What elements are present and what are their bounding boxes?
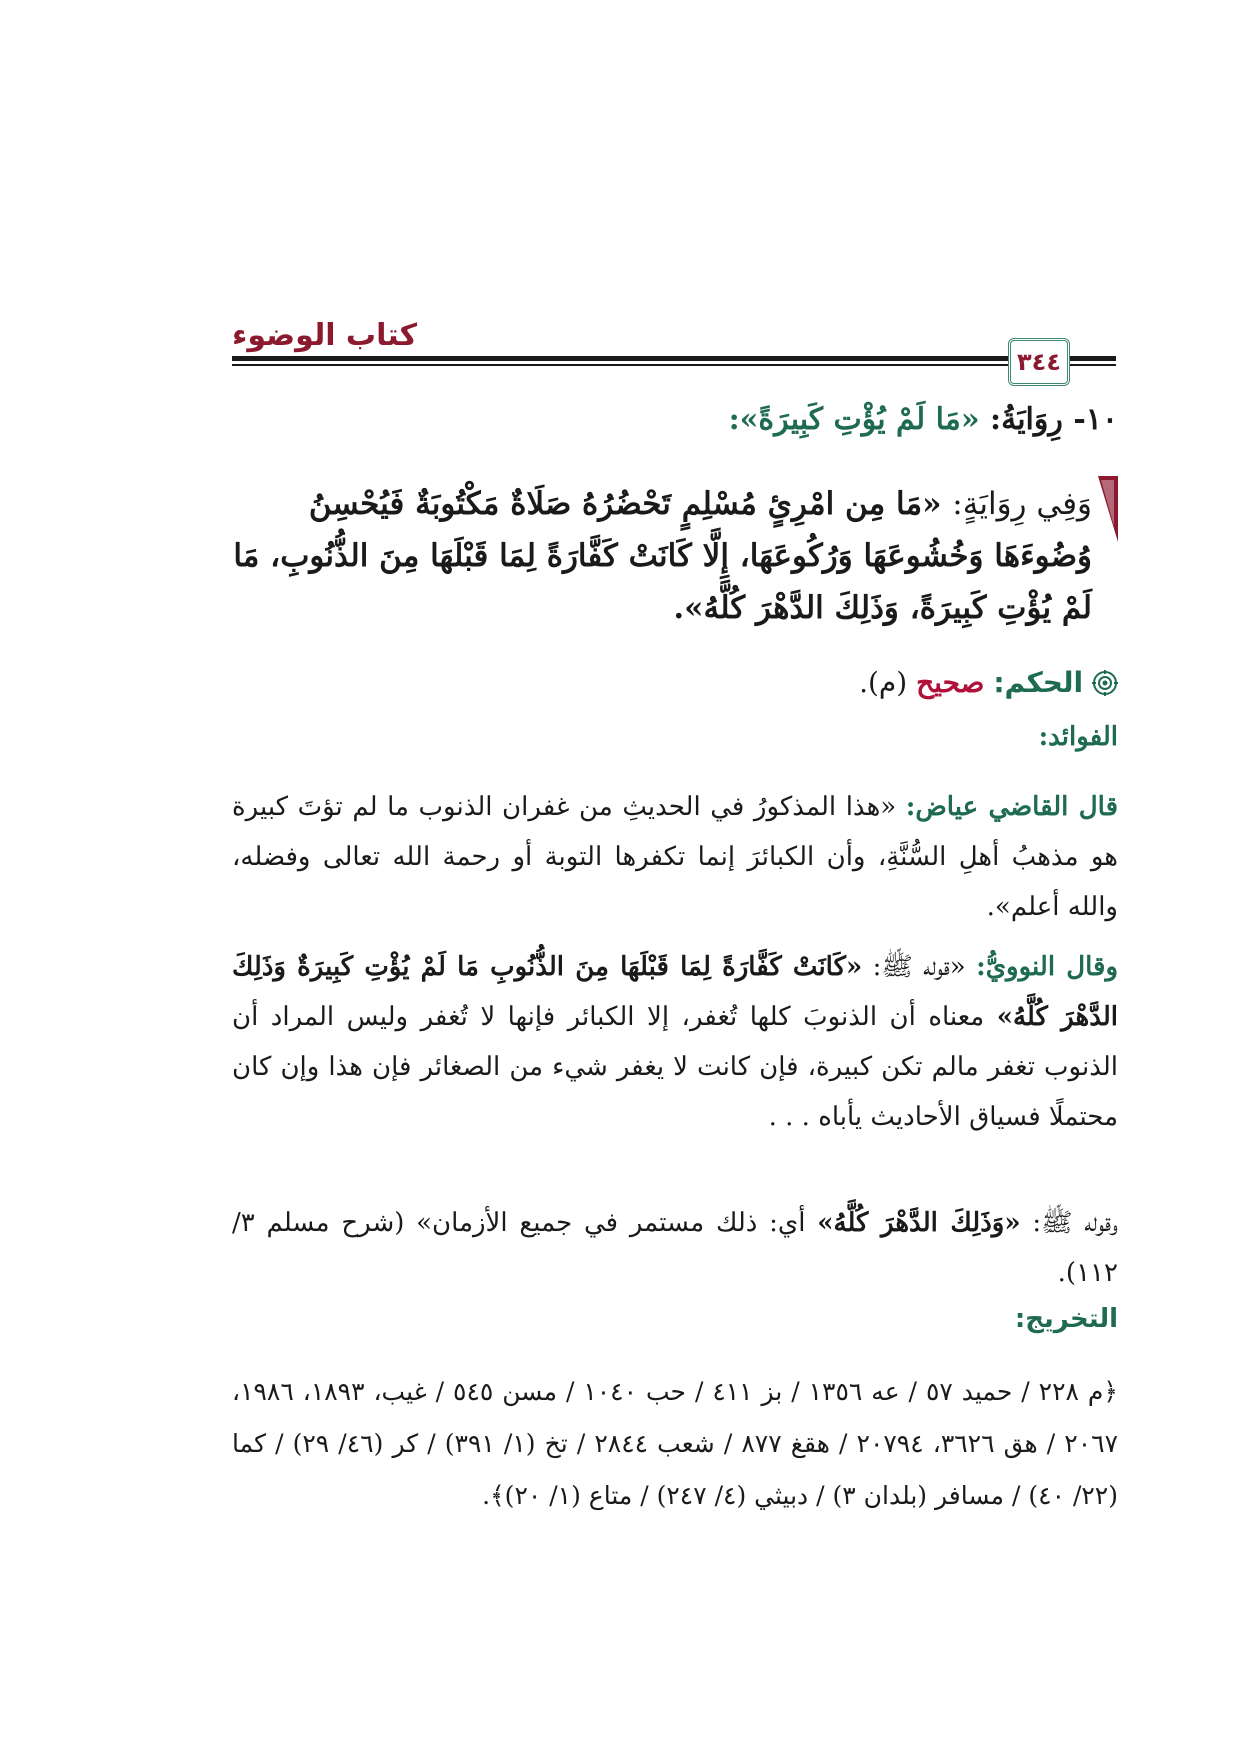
nawawi-intro: «قوله ﷺ: (872, 952, 966, 982)
flower-ornament-icon (1092, 670, 1118, 696)
paragraph-qadi-iyad (232, 782, 1118, 932)
section-number: ١٠- (1073, 402, 1118, 437)
quote-corner-ornament (1098, 476, 1118, 542)
fawaid-heading: الفوائد: (1038, 722, 1118, 752)
hukm-line (232, 666, 1118, 699)
header-rule-thin-right (1064, 364, 1116, 366)
paragraph-qawluhu (232, 1198, 1118, 1298)
section-label: رِوَايَةُ: (990, 402, 1063, 437)
nawawi-text: معناه أن الذنوبَ كلها تُغفر، إلا الكبائر فإنها لا تُغفر وليس المراد أن الذنوب تغفر مالم تكن كبيرة، فإن كانت لا يغفر شيء من الصغائر فإن هذا وإن كان محتملًا فسياق الأحاديث يأباه . . . (232, 1002, 1118, 1132)
section-heading (232, 402, 1118, 437)
running-header-title: كتاب الوضوء (232, 318, 418, 353)
riwaya-hadith: «مَا مِن امْرِئٍ مُسْلِمٍ تَحْضُرُهُ صَلَاةٌ مَكْتُوبَةٌ فَيُحْسِنُ وُضُوءَهَا وَخُشُوعَهَا وَرُكُوعَهَا، إِلَّا كَانَتْ كَفَّارَةً لِمَا قَبْلَهَا مِنَ الذُّنُوبِ، مَا لَمْ يُؤْتِ كَبِيرَةً، وَذَلِكَ الدَّهْرَ كُلَّهُ». (233, 486, 1092, 626)
page-number-frame (1008, 338, 1070, 386)
takhrij-references: ﴿م ٢٢٨ / حميد ٥٧ / عه ١٣٥٦ / بز ٤١١ / حب ١٠٤٠ / مسن ٥٤٥ / غيب، ١٨٩٣، ١٩٨٦، ٢٠٦٧ / هق ٣٦٢٦، ٢٠٧٩٤ / هقغ ٨٧٧ / شعب ٢٨٤٤ / تخ (١/ ٣٩١) / كر (٤٦/ ٢٩) / كما (٢٢/ ٤٠) / مسافر (بلدان ٣) / دبيثي (٤/ ٢٤٧) / متاع (١/ ٢٠)﴾. (232, 1377, 1119, 1510)
hukm-value: صحيح (916, 666, 985, 699)
section-quote: «مَا لَمْ يُؤْتِ كَبِيرَةً»: (728, 402, 980, 437)
header-rule-thin (232, 364, 1008, 366)
hukm-label: الحكم: (993, 666, 1084, 699)
nawawi-name: وقال النوويُّ: (976, 952, 1119, 982)
hukm-source: (م). (859, 666, 908, 699)
qawluhu-intro: وقوله ﷺ: (1032, 1208, 1119, 1238)
page-number: ٣٤٤ (1017, 348, 1061, 376)
nawawi-quote: «كَانَتْ كَفَّارَةً لِمَا قَبْلَهَا مِنَ الذُّنُوبِ مَا لَمْ يُؤْتِ كَبِيرَةٌ وَذَلِكَ الدَّهْرَ كُلَّهُ» (232, 952, 1119, 1032)
qadi-iyad-text: «هذا المذكورُ في الحديثِ من غفران الذنوب ما لم تؤتَ كبيرة هو مذهبُ أهلِ السُّنَّةِ، وأن الكبائرَ إنما تكفرها التوبة أو رحمة الله تعالى وفضله، والله أعلم». (232, 792, 1118, 922)
header-rule-thick-right (1064, 356, 1116, 361)
qawluhu-text: أي: ذلك مستمر في جميع الأزمان» (شرح مسلم ٣/ ١١٢). (232, 1208, 1118, 1288)
riwaya-lead: وَفِي رِوَايَةٍ: (952, 486, 1092, 522)
header-rule-thick (232, 356, 1008, 361)
qadi-iyad-name: قال القاضي عياض: (905, 792, 1119, 822)
qawluhu-quote: «وَذَلِكَ الدَّهْرَ كُلَّهُ» (817, 1208, 1021, 1238)
paragraph-nawawi (232, 942, 1118, 1142)
riwaya-text-block (232, 478, 1092, 634)
takhrij-heading: التخريج: (1014, 1304, 1118, 1334)
